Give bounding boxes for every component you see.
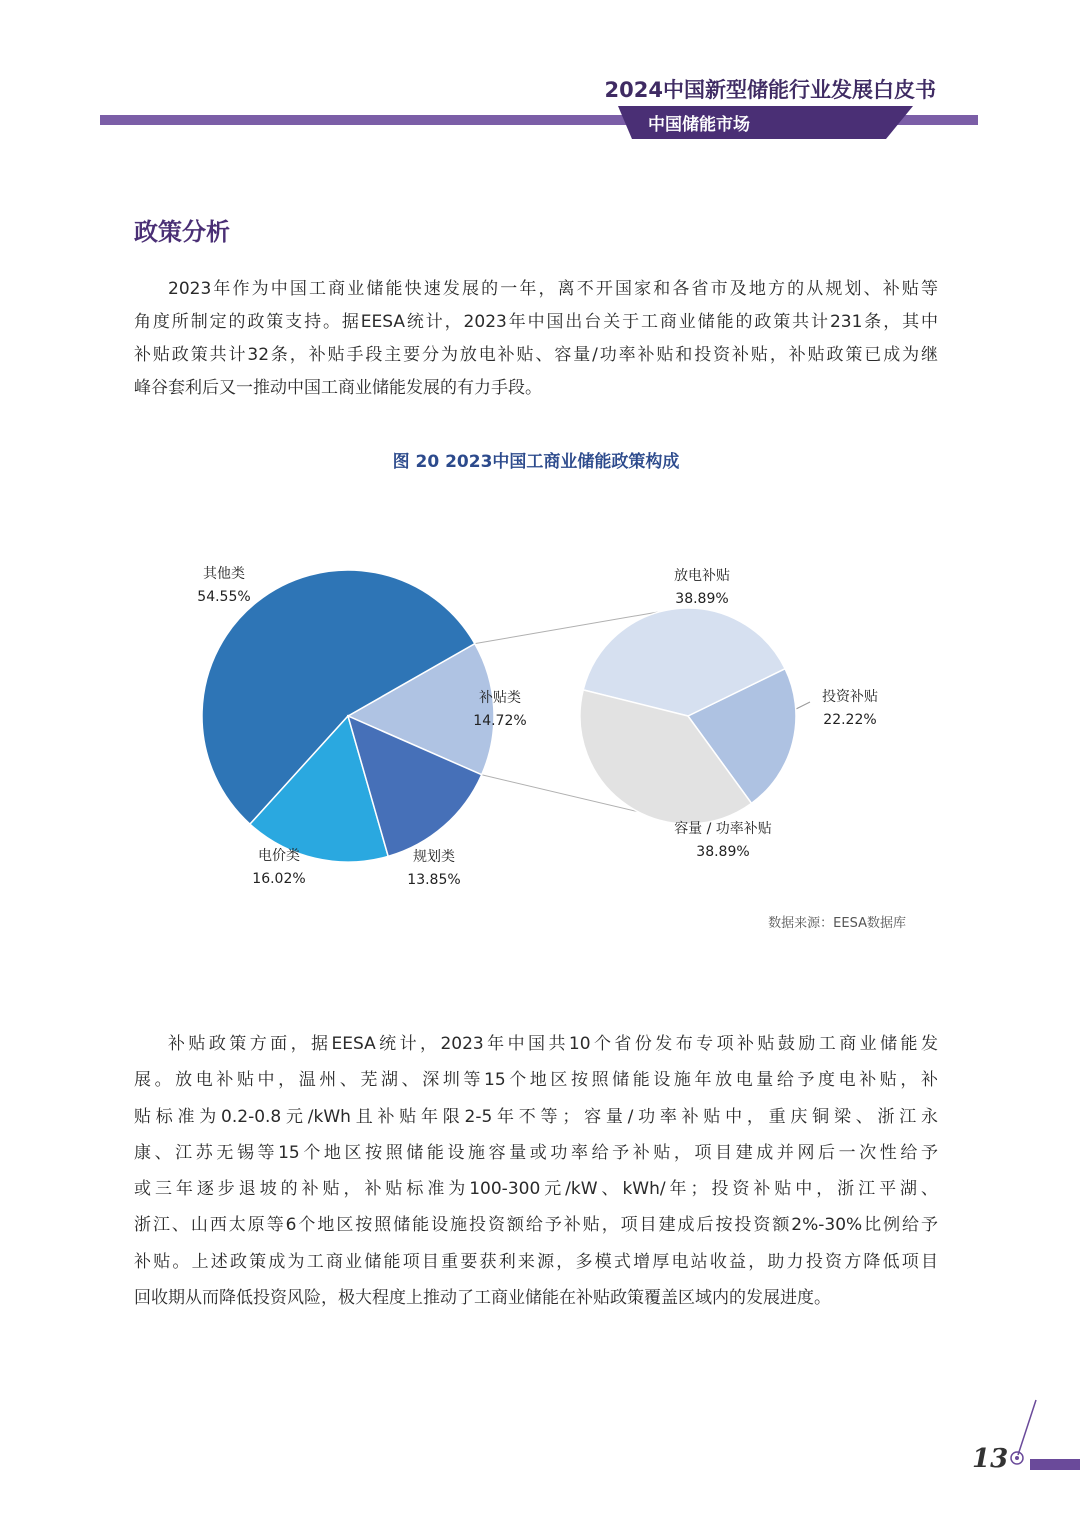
paragraph-line: 峰谷套利后又一推动中国工商业储能发展的有力手段。: [134, 378, 542, 398]
paragraph-line: 补贴政策共计32条，补贴手段主要分为放电补贴、容量/功率补贴和投资补贴，补贴政策已成为继: [134, 345, 938, 365]
paragraph-line: 补贴。上述政策成为工商业储能项目重要获利来源，多模式增厚电站收益，助力投资方降低项目: [134, 1251, 938, 1272]
paragraph-line: 展。放电补贴中，温州、芜湖、深圳等15个地区按照储能设施年放电量给予度电补贴，补: [134, 1070, 938, 1091]
paragraph-line: 或三年逐步退坡的补贴，补贴标准为100-300元/kW、kWh/年；投资补贴中，浙江平湖、: [134, 1179, 938, 1200]
slice-value: 54.55%: [197, 589, 251, 605]
breakdown-pie: [580, 608, 796, 824]
paragraph-line: 角度所制定的政策支持。据EESA统计，2023年中国出台关于工商业储能的政策共计231条，其中: [134, 312, 938, 332]
paragraph-line: 康、江苏无锡等15个地区按照储能设施容量或功率给予补贴，项目建成并网后一次性给予: [134, 1142, 938, 1163]
breakdown-slice-value: 38.89%: [696, 844, 750, 860]
paragraph-line: 贴标准为0.2-0.8元/kWh且补贴年限2-5年不等；容量/功率补贴中，重庆铜梁、浙江永: [134, 1106, 938, 1127]
paragraph-line: 2023年作为中国工商业储能快速发展的一年，离不开国家和各省市及地方的从规划、补贴等: [168, 279, 938, 299]
slice-label: 补贴类: [479, 690, 521, 706]
paragraph-line: 浙江、山西太原等6个地区按照储能设施投资额给予补贴，项目建成后按投资额2%-30%比例给予: [134, 1215, 938, 1236]
data-source: 数据来源：EESA数据库: [768, 916, 906, 931]
document-title: 2024中国新型储能行业发展白皮书: [604, 78, 936, 102]
slice-value: 14.72%: [473, 713, 527, 729]
breakdown-slice-value: 38.89%: [675, 591, 729, 607]
policy-composition-chart: [0, 520, 1080, 920]
slice-value: 16.02%: [252, 871, 306, 887]
paragraph-line: 补贴政策方面，据EESA统计，2023年中国共10个省份发布专项补贴鼓励工商业储能发: [168, 1034, 938, 1054]
paragraph-intro: [134, 273, 938, 405]
page-number: 13: [972, 1444, 1009, 1474]
breakdown-slice-label: 投资补贴: [822, 689, 878, 705]
breakdown-slice-label: 容量 / 功率补贴: [674, 821, 772, 837]
slice-label: 电价类: [258, 848, 300, 864]
slice-label: 其他类: [203, 566, 245, 582]
page-bar: [1030, 1459, 1080, 1470]
paragraph-subsidy: [134, 1026, 938, 1316]
figure-title: 图 20 2023中国工商业储能政策构成: [392, 452, 680, 472]
section-title: 政策分析: [134, 218, 230, 246]
chapter-label: 中国储能市场: [648, 115, 750, 135]
slice-value: 13.85%: [407, 872, 461, 888]
slice-label: 规划类: [413, 849, 455, 865]
main-pie: [202, 570, 494, 862]
breakdown-slice-label: 放电补贴: [674, 568, 730, 584]
breakdown-slice-value: 22.22%: [823, 712, 877, 728]
paragraph-line: 回收期从而降低投资风险，极大程度上推动了工商业储能在补贴政策覆盖区域内的发展进度。: [134, 1288, 831, 1309]
